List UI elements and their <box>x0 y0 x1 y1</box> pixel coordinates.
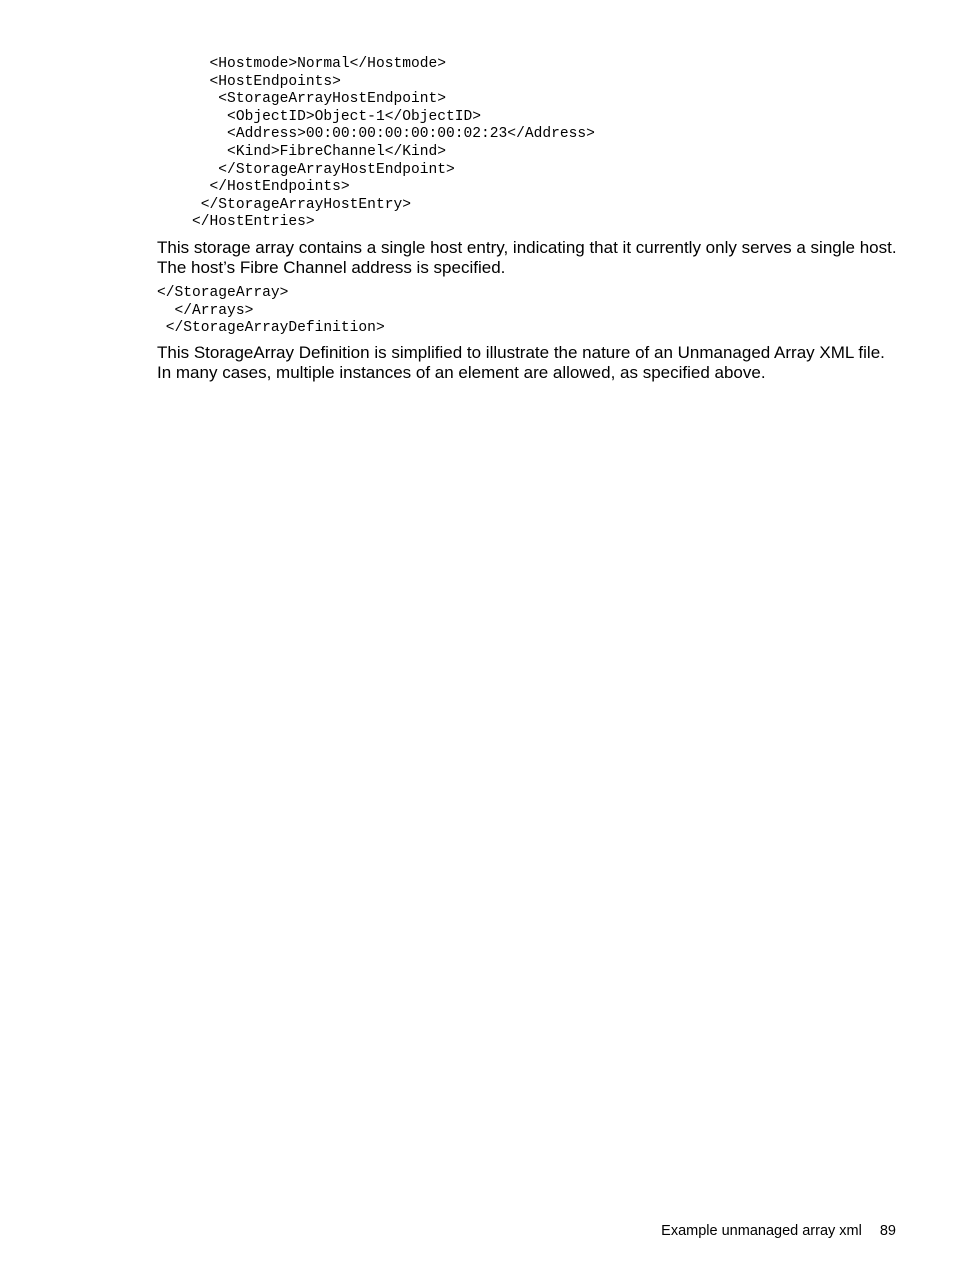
paragraph-line: In many cases, multiple instances of an element are allowed, as specified above. <box>157 363 766 382</box>
xml-code-block-host-entries <box>157 56 595 232</box>
page-number: 89 <box>879 1223 896 1239</box>
code-line: </StorageArrayHostEndpoint> <box>157 161 455 178</box>
xml-code-block-closing-tags <box>157 285 385 338</box>
code-line: </HostEntries> <box>157 214 315 231</box>
paragraph-line: This StorageArray Definition is simplified to illustrate the nature of an Unmanaged Array XML file. <box>157 343 885 362</box>
definition-summary-paragraph <box>157 343 907 383</box>
code-line: <Hostmode>Normal</Hostmode> <box>157 56 447 72</box>
code-line: <HostEndpoints> <box>157 73 341 90</box>
code-line: <Address>00:00:00:00:00:00:02:23</Address> <box>157 126 595 143</box>
code-line: <Kind>FibreChannel</Kind> <box>157 143 447 160</box>
host-entry-explanation-paragraph <box>157 238 907 278</box>
code-line: <ObjectID>Object-1</ObjectID> <box>157 108 482 125</box>
code-line: </HostEndpoints> <box>157 179 350 196</box>
page-footer <box>661 1222 896 1240</box>
code-line: </StorageArrayHostEntry> <box>157 196 411 213</box>
code-line: </Arrays> <box>157 302 254 319</box>
paragraph-line: The host’s Fibre Channel address is specified. <box>157 258 506 277</box>
code-line: </StorageArray> <box>157 285 289 301</box>
code-line: <StorageArrayHostEndpoint> <box>157 91 447 108</box>
code-line: </StorageArrayDefinition> <box>157 320 385 337</box>
paragraph-line: This storage array contains a single host entry, indicating that it currently only serves a single host. <box>157 238 897 257</box>
footer-section-title: Example unmanaged array xml <box>661 1223 862 1239</box>
